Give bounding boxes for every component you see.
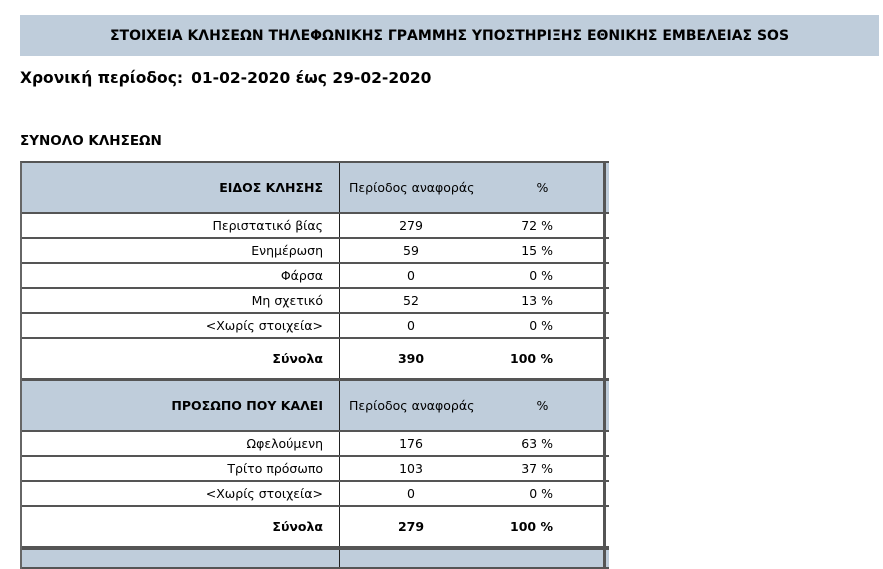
- totals-percent: 100 %: [482, 507, 606, 546]
- totals-count: 279: [397, 519, 425, 534]
- row-count: 59: [403, 243, 419, 258]
- totals-label: Σύνολα: [22, 339, 340, 378]
- totals-percent: 100 %: [482, 339, 606, 378]
- header-reference-period: Περίοδος αναφοράς: [349, 398, 475, 413]
- table-row: [22, 314, 609, 339]
- row-count: 0: [407, 318, 415, 333]
- header-reference-period: Περίοδος αναφοράς: [349, 180, 475, 195]
- row-percent: 0 %: [482, 482, 606, 505]
- report-title: ΣΤΟΙΧΕΙΑ ΚΛΗΣΕΩΝ ΤΗΛΕΦΩΝΙΚΗΣ ΓΡΑΜΜΗΣ ΥΠΟΣΤΗΡΙΞΗΣ ΕΘΝΙΚΗΣ ΕΜΒΕΛΕΙΑΣ SOS: [109, 27, 790, 44]
- row-percent: 0 %: [482, 264, 606, 287]
- row-label: Τρίτο πρόσωπο: [22, 457, 340, 480]
- header-percent: %: [482, 381, 606, 430]
- row-percent: 63 %: [482, 432, 606, 455]
- totals-row: [22, 339, 609, 381]
- row-count: 103: [399, 461, 423, 476]
- next-section-header-partial: [22, 549, 609, 569]
- row-label: Ωφελούμενη: [22, 432, 340, 455]
- calls-summary-table: [20, 161, 609, 569]
- row-percent: 0 %: [482, 314, 606, 337]
- row-percent: 37 %: [482, 457, 606, 480]
- call-type-block: [22, 163, 609, 381]
- table-row: [22, 214, 609, 239]
- row-label: Ενημέρωση: [22, 239, 340, 262]
- table-row: [22, 482, 609, 507]
- section-title: ΣΥΝΟΛΟ ΚΛΗΣΕΩΝ: [20, 133, 162, 149]
- row-percent: 13 %: [482, 289, 606, 312]
- totals-label: Σύνολα: [22, 507, 340, 546]
- row-count: 176: [399, 436, 423, 451]
- caller-block: [22, 381, 609, 549]
- report-title-band: [20, 15, 879, 56]
- row-count: 52: [403, 293, 419, 308]
- reporting-period: [20, 69, 431, 87]
- next-header-cell: [22, 550, 340, 567]
- row-label: Μη σχετικό: [22, 289, 340, 312]
- row-label: <Χωρίς στοιχεία>: [22, 482, 340, 505]
- table-row: [22, 264, 609, 289]
- row-label: <Χωρίς στοιχεία>: [22, 314, 340, 337]
- table-row: [22, 457, 609, 482]
- table-row: [22, 432, 609, 457]
- totals-count: 390: [397, 351, 425, 366]
- table-row: [22, 239, 609, 264]
- row-label: Περιστατικό βίας: [22, 214, 340, 237]
- period-label: Χρονική περίοδος:: [20, 69, 184, 87]
- totals-row: [22, 507, 609, 549]
- next-header-cell: [482, 550, 606, 567]
- table-row: [22, 289, 609, 314]
- header-call-type: ΕΙΔΟΣ ΚΛΗΣΗΣ: [22, 163, 340, 212]
- row-count: 0: [407, 268, 415, 283]
- row-percent: 72 %: [482, 214, 606, 237]
- header-percent: %: [482, 163, 606, 212]
- period-value: 01-02-2020 έως 29-02-2020: [191, 69, 432, 87]
- row-count: 0: [407, 486, 415, 501]
- table-header-row: [22, 163, 609, 214]
- table-header-row: [22, 381, 609, 432]
- row-percent: 15 %: [482, 239, 606, 262]
- header-caller: ΠΡΟΣΩΠΟ ΠΟΥ ΚΑΛΕΙ: [22, 381, 340, 430]
- row-count: 279: [399, 218, 423, 233]
- row-label: Φάρσα: [22, 264, 340, 287]
- next-header-cell: [340, 550, 482, 567]
